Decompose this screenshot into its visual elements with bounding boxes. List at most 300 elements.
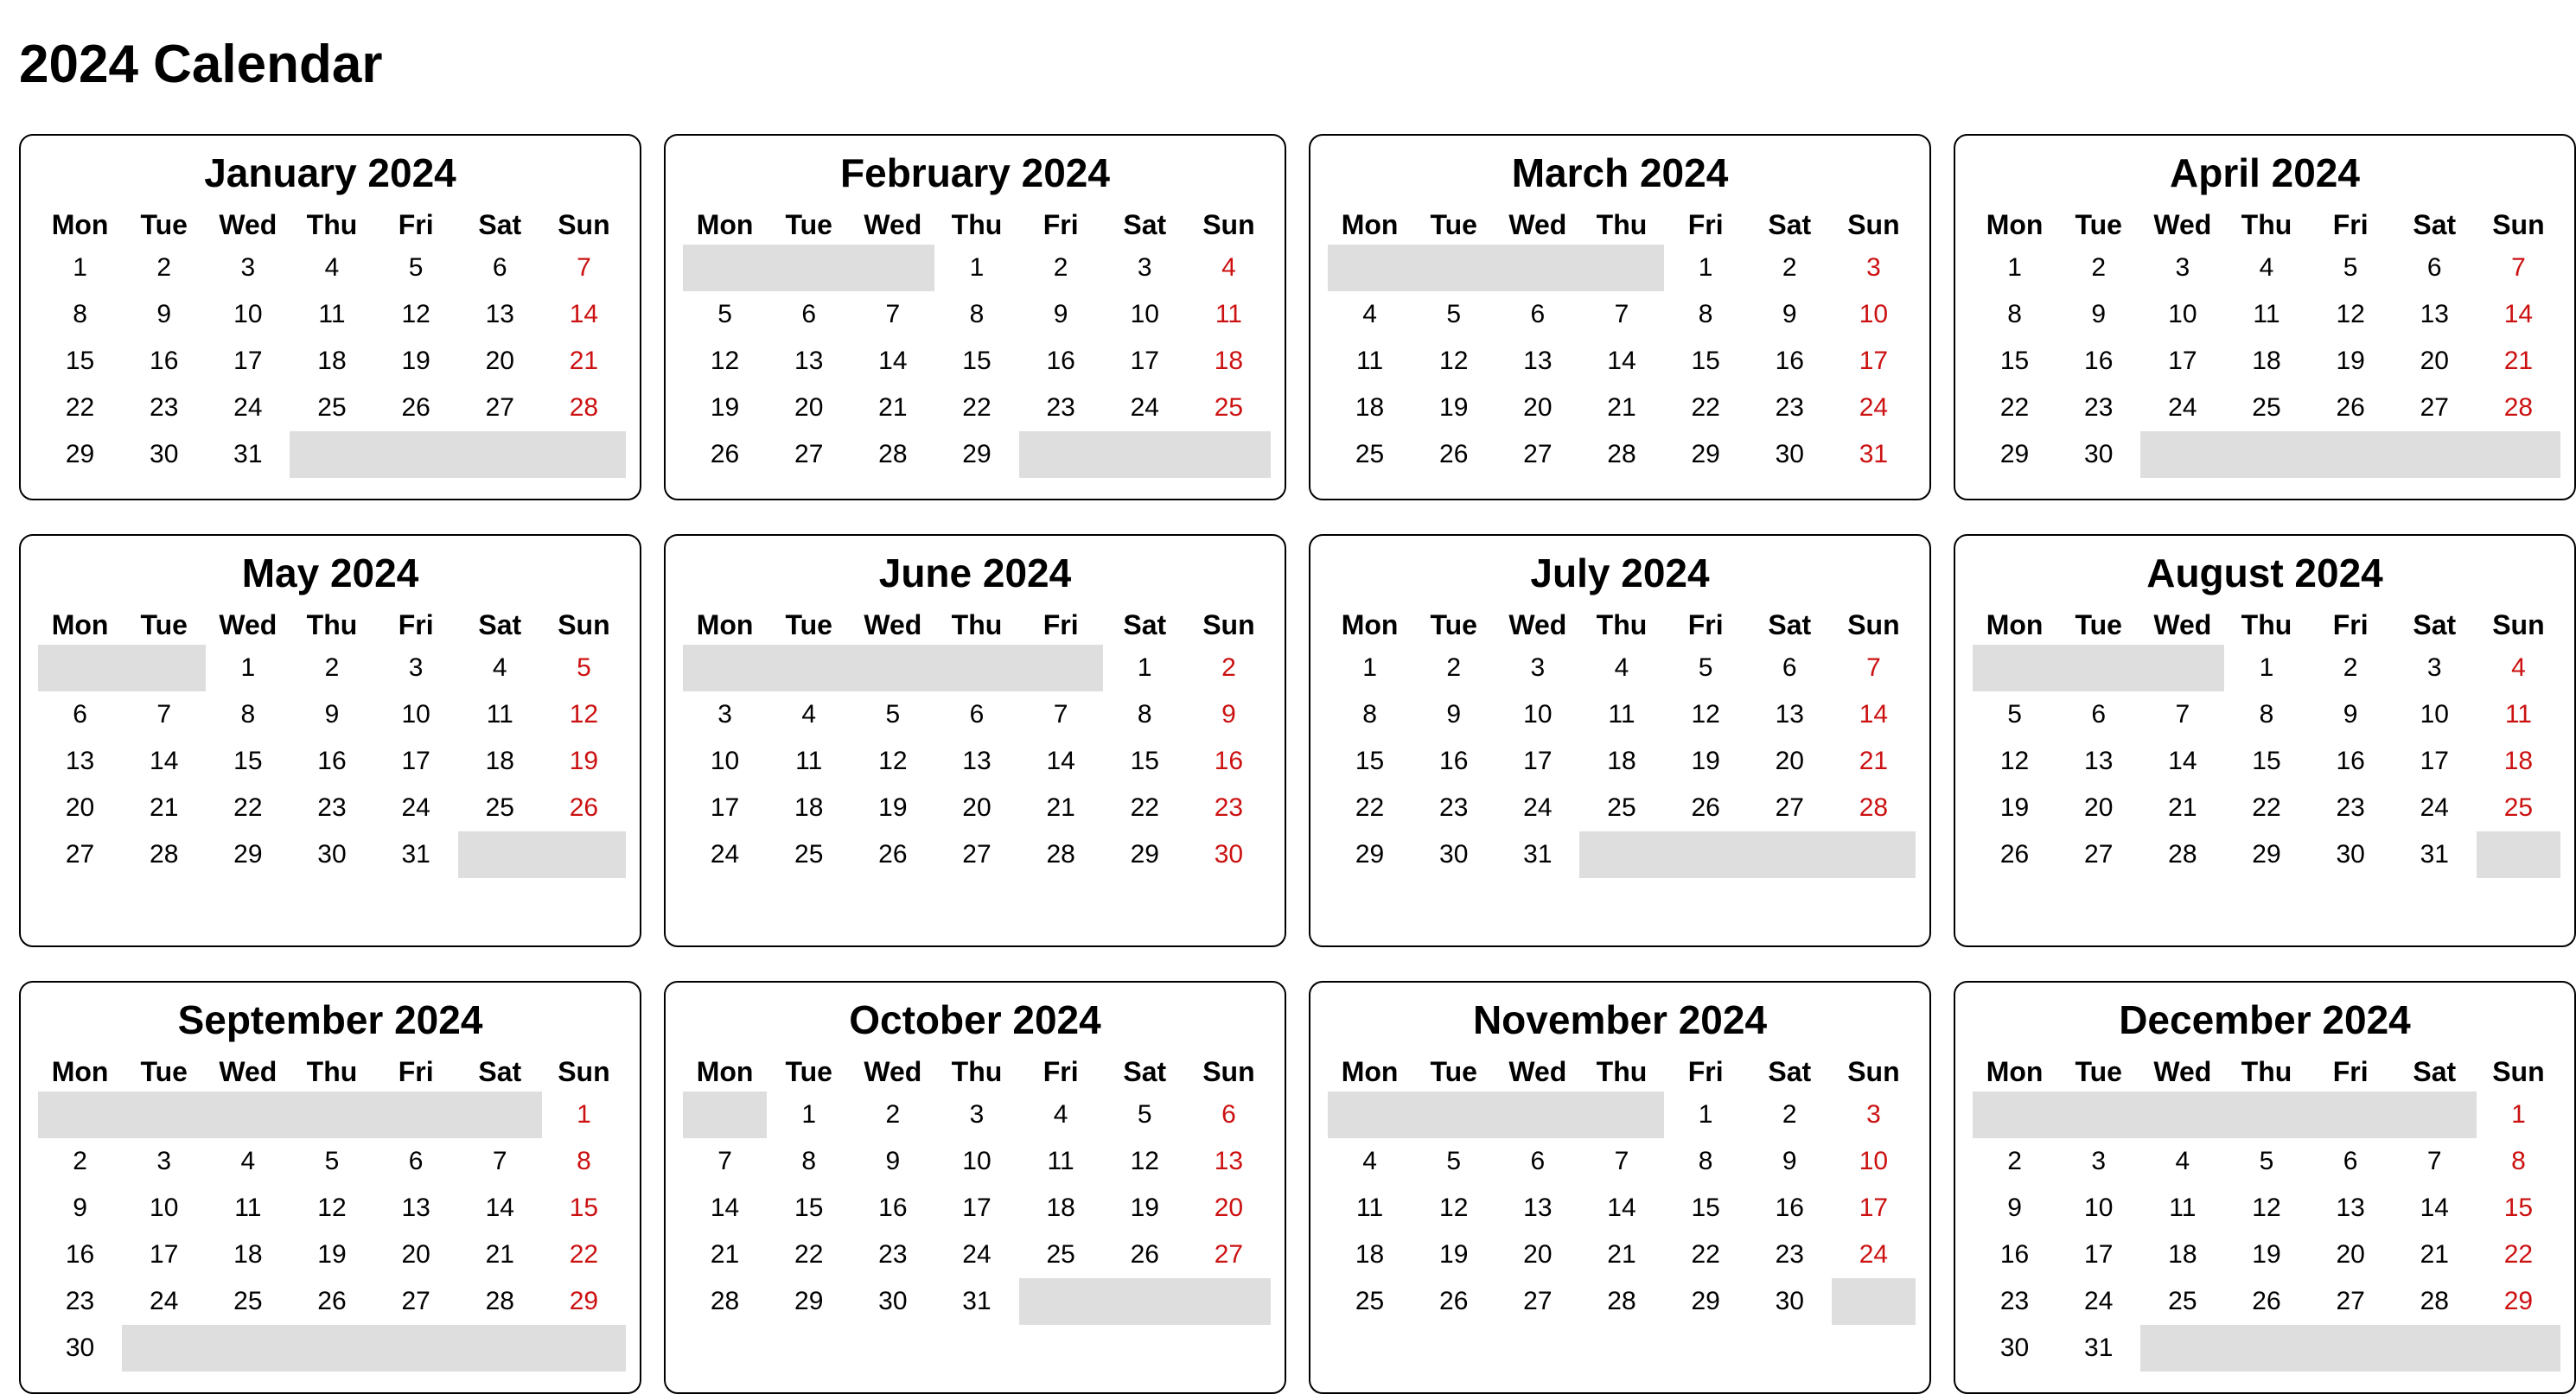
month-title: June 2024 <box>878 551 1072 595</box>
date-cell: 13 <box>1523 347 1553 375</box>
sunday-date-cell: 7 <box>577 253 591 282</box>
date-cell: 9 <box>885 1147 901 1175</box>
sunday-date-cell: 17 <box>1859 1193 1889 1222</box>
date-cell: 22 <box>65 393 95 422</box>
date-cell: 26 <box>2252 1287 2281 1315</box>
weekday-header: Wed <box>2153 208 2212 240</box>
weekday-header: Thu <box>951 208 1003 240</box>
date-cell: 1 <box>2007 253 2022 282</box>
weekday-header: Mon <box>51 1055 109 1087</box>
empty-day-cell <box>1019 1278 1271 1325</box>
date-cell: 7 <box>2426 1147 2442 1175</box>
week-row <box>1328 831 1916 878</box>
date-cell: 18 <box>1607 747 1636 775</box>
empty-day-cell <box>1973 645 2224 691</box>
weekday-header: Mon <box>51 208 109 240</box>
date-cell: 30 <box>1999 1334 2030 1362</box>
date-cell: 31 <box>233 440 263 468</box>
month-card <box>1954 534 2576 947</box>
date-cell: 18 <box>485 747 514 775</box>
month-title: September 2024 <box>177 997 483 1042</box>
week-row <box>1973 245 2560 291</box>
date-cell: 5 <box>1698 653 1713 682</box>
date-cell: 4 <box>324 253 340 282</box>
week-row <box>1328 1138 1916 1185</box>
week-row <box>683 431 1271 478</box>
date-cell: 21 <box>1607 1240 1636 1269</box>
month-title: October 2024 <box>849 997 1101 1042</box>
date-cell: 10 <box>150 1193 179 1222</box>
sunday-date-cell: 24 <box>1859 393 1889 422</box>
empty-day-cell <box>1973 1092 2477 1138</box>
date-cell: 20 <box>962 793 992 822</box>
date-cell: 10 <box>2420 700 2449 729</box>
date-cell: 2 <box>885 1100 901 1129</box>
weekday-header: Fri <box>1687 1055 1724 1087</box>
date-cell: 16 <box>1775 347 1804 375</box>
date-cell: 27 <box>401 1287 430 1315</box>
date-cell: 31 <box>2420 840 2449 869</box>
weekday-header-row <box>1973 605 2560 645</box>
date-cell: 9 <box>324 700 340 729</box>
date-cell: 17 <box>2084 1240 2114 1269</box>
date-cell: 11 <box>234 1193 262 1222</box>
date-cell: 26 <box>1999 840 2030 869</box>
date-cell: 20 <box>2084 793 2114 822</box>
date-cell: 16 <box>1439 747 1469 775</box>
date-cell: 8 <box>1137 700 1152 729</box>
date-cell: 4 <box>492 653 507 682</box>
weekday-header: Fri <box>1043 1055 1079 1087</box>
date-cell: 15 <box>1999 347 2030 375</box>
date-cell: 8 <box>73 300 87 328</box>
sunday-date-cell: 29 <box>569 1287 599 1315</box>
weekday-header-row <box>38 605 626 645</box>
date-cell: 4 <box>2259 253 2274 282</box>
month-day-grid <box>1973 205 2560 478</box>
date-cell: 12 <box>710 347 740 375</box>
date-cell: 16 <box>1775 1193 1804 1222</box>
empty-day-cell <box>1579 831 1916 878</box>
date-cell: 12 <box>1999 747 2030 775</box>
date-cell: 29 <box>1691 440 1720 468</box>
date-cell: 6 <box>1530 1147 1546 1175</box>
empty-day-cell <box>1328 1092 1664 1138</box>
date-cell: 26 <box>2336 393 2365 422</box>
date-cell: 19 <box>710 393 740 422</box>
weekday-header-row <box>683 605 1271 645</box>
sunday-date-cell: 5 <box>577 653 591 682</box>
month-day-grid <box>1328 1052 1916 1325</box>
date-cell: 25 <box>233 1287 263 1315</box>
date-cell: 28 <box>1607 1287 1636 1315</box>
date-cell: 11 <box>486 700 513 729</box>
weekday-header: Thu <box>1596 1055 1648 1087</box>
month-card <box>19 134 641 500</box>
date-cell: 25 <box>485 793 514 822</box>
date-cell: 31 <box>1523 840 1553 869</box>
date-cell: 18 <box>794 793 824 822</box>
month-card <box>664 134 1286 500</box>
sunday-date-cell: 7 <box>1866 653 1881 682</box>
date-cell: 27 <box>2084 840 2114 869</box>
week-row <box>1973 1232 2560 1278</box>
date-cell: 15 <box>1130 747 1159 775</box>
date-cell: 9 <box>1446 700 1462 729</box>
weekday-header: Tue <box>140 208 188 240</box>
week-row <box>1328 291 1916 338</box>
week-row <box>38 691 626 738</box>
date-cell: 23 <box>2084 393 2114 422</box>
date-cell: 13 <box>2420 300 2449 328</box>
weekday-header: Sat <box>2413 608 2457 640</box>
date-cell: 2 <box>1446 653 1462 682</box>
week-row <box>1328 1185 1916 1232</box>
date-cell: 14 <box>1607 347 1636 375</box>
date-cell: 6 <box>408 1147 424 1175</box>
weekday-header: Sun <box>2492 608 2545 640</box>
date-cell: 25 <box>794 840 824 869</box>
weekday-header: Fri <box>398 608 434 640</box>
date-cell: 4 <box>2175 1147 2190 1175</box>
date-cell: 19 <box>401 347 430 375</box>
weekday-header: Sat <box>1123 208 1167 240</box>
date-cell: 15 <box>65 347 95 375</box>
empty-day-cell <box>683 245 934 291</box>
month-title: May 2024 <box>241 551 419 595</box>
weekday-header: Fri <box>2332 208 2369 240</box>
date-cell: 14 <box>1046 747 1075 775</box>
weekday-header: Thu <box>2241 208 2292 240</box>
date-cell: 13 <box>65 747 95 775</box>
date-cell: 5 <box>1446 1147 1462 1175</box>
week-row <box>1973 1138 2560 1185</box>
weekday-header: Tue <box>2075 208 2122 240</box>
date-cell: 25 <box>1046 1240 1075 1269</box>
week-row <box>683 738 1271 785</box>
date-cell: 14 <box>710 1193 740 1222</box>
empty-day-cell <box>1328 245 1664 291</box>
week-row <box>38 385 626 431</box>
week-row <box>38 645 626 691</box>
date-cell: 5 <box>2007 700 2022 729</box>
date-cell: 23 <box>1775 393 1804 422</box>
date-cell: 16 <box>2084 347 2114 375</box>
sunday-date-cell: 28 <box>1859 793 1889 822</box>
weekday-header: Sat <box>2413 1055 2457 1087</box>
weekday-header: Sat <box>478 1055 522 1087</box>
date-cell: 21 <box>1046 793 1075 822</box>
date-cell: 16 <box>317 747 347 775</box>
date-cell: 23 <box>150 393 179 422</box>
month-title: December 2024 <box>2119 997 2411 1042</box>
date-cell: 31 <box>401 840 430 869</box>
month-card <box>19 981 641 1394</box>
month-title: April 2024 <box>2170 150 2360 195</box>
date-cell: 24 <box>401 793 430 822</box>
date-cell: 30 <box>150 440 179 468</box>
date-cell: 22 <box>1691 1240 1720 1269</box>
date-cell: 1 <box>801 1100 817 1129</box>
date-cell: 14 <box>485 1193 514 1222</box>
date-cell: 2 <box>1782 253 1797 282</box>
week-row <box>38 291 626 338</box>
month-day-grid <box>1973 1052 2560 1372</box>
weekday-header-row <box>38 205 626 245</box>
date-cell: 16 <box>2336 747 2365 775</box>
date-cell: 13 <box>401 1193 430 1222</box>
month-card <box>1954 981 2576 1394</box>
date-cell: 18 <box>317 347 347 375</box>
date-cell: 28 <box>710 1287 740 1315</box>
date-cell: 24 <box>2168 393 2197 422</box>
date-cell: 11 <box>795 747 823 775</box>
weekday-header: Sun <box>1202 1055 1255 1087</box>
sunday-date-cell: 22 <box>2503 1240 2534 1269</box>
weekday-header: Wed <box>864 1055 922 1087</box>
date-cell: 17 <box>1130 347 1159 375</box>
weekday-header: Tue <box>140 608 188 640</box>
weekday-header: Sat <box>1768 208 1812 240</box>
sunday-date-cell: 13 <box>1214 1147 1244 1175</box>
sunday-date-cell: 9 <box>1221 700 1236 729</box>
weekday-header: Thu <box>306 208 358 240</box>
date-cell: 7 <box>1614 1147 1629 1175</box>
date-cell: 11 <box>2169 1193 2197 1222</box>
date-cell: 19 <box>2252 1240 2281 1269</box>
date-cell: 1 <box>1137 653 1152 682</box>
date-cell: 30 <box>1775 1287 1804 1315</box>
date-cell: 19 <box>2336 347 2365 375</box>
date-cell: 18 <box>2252 347 2281 375</box>
week-row <box>1328 245 1916 291</box>
month-day-grid <box>1328 605 1916 878</box>
month-card <box>664 534 1286 947</box>
empty-day-cell <box>2140 431 2560 478</box>
date-cell: 8 <box>240 700 256 729</box>
week-row <box>683 1232 1271 1278</box>
date-cell: 4 <box>1362 300 1377 328</box>
sunday-date-cell: 25 <box>1214 393 1244 422</box>
date-cell: 19 <box>1439 393 1469 422</box>
date-cell: 29 <box>794 1287 824 1315</box>
month-title: November 2024 <box>1472 997 1768 1042</box>
week-row <box>38 245 626 291</box>
date-cell: 7 <box>1053 700 1068 729</box>
date-cell: 28 <box>2168 840 2197 869</box>
date-cell: 23 <box>1775 1240 1804 1269</box>
date-cell: 4 <box>1362 1147 1377 1175</box>
date-cell: 3 <box>156 1147 172 1175</box>
month-day-grid <box>683 205 1271 478</box>
weekday-header: Tue <box>1430 208 1477 240</box>
sunday-date-cell: 15 <box>2503 1193 2534 1222</box>
date-cell: 10 <box>1523 700 1553 729</box>
weekday-header-row <box>683 205 1271 245</box>
date-cell: 20 <box>1523 393 1553 422</box>
date-cell: 22 <box>962 393 992 422</box>
weekday-header: Sun <box>1202 608 1255 640</box>
date-cell: 11 <box>318 300 346 328</box>
date-cell: 8 <box>2259 700 2274 729</box>
date-cell: 31 <box>962 1287 992 1315</box>
date-cell: 24 <box>2084 1287 2114 1315</box>
weekday-header: Fri <box>398 208 434 240</box>
date-cell: 30 <box>878 1287 908 1315</box>
date-cell: 7 <box>2175 700 2190 729</box>
month-card <box>1309 981 1931 1394</box>
weekday-header-row <box>1973 1052 2560 1092</box>
week-row <box>1973 385 2560 431</box>
empty-day-cell <box>2140 1325 2560 1372</box>
date-cell: 10 <box>401 700 430 729</box>
date-cell: 7 <box>885 300 901 328</box>
month-day-grid <box>1973 605 2560 878</box>
date-cell: 23 <box>2336 793 2365 822</box>
sunday-date-cell: 11 <box>2504 700 2532 729</box>
week-row <box>1973 1325 2560 1372</box>
empty-day-cell <box>683 645 1103 691</box>
sunday-date-cell: 29 <box>2503 1287 2534 1315</box>
date-cell: 2 <box>2343 653 2358 682</box>
month-day-grid <box>38 1052 626 1372</box>
date-cell: 2 <box>324 653 340 682</box>
sunday-date-cell: 19 <box>569 747 599 775</box>
date-cell: 15 <box>233 747 263 775</box>
week-row <box>1973 431 2560 478</box>
weekday-header: Thu <box>306 608 358 640</box>
date-cell: 23 <box>317 793 347 822</box>
sunday-date-cell: 12 <box>569 700 599 729</box>
weekday-header: Fri <box>1043 208 1079 240</box>
date-cell: 17 <box>2168 347 2197 375</box>
weekday-header: Thu <box>1596 208 1648 240</box>
date-cell: 30 <box>1775 440 1804 468</box>
week-row <box>38 831 626 878</box>
weekday-header: Wed <box>1508 1055 1567 1087</box>
date-cell: 2 <box>2007 1147 2022 1175</box>
date-cell: 1 <box>969 253 985 282</box>
date-cell: 9 <box>2091 300 2107 328</box>
date-cell: 15 <box>2252 747 2281 775</box>
sunday-date-cell: 28 <box>569 393 599 422</box>
weekday-header: Tue <box>2075 1055 2122 1087</box>
date-cell: 26 <box>401 393 430 422</box>
date-cell: 16 <box>1046 347 1075 375</box>
date-cell: 29 <box>65 440 95 468</box>
week-row <box>1328 1092 1916 1138</box>
date-cell: 23 <box>878 1240 908 1269</box>
date-cell: 26 <box>1691 793 1720 822</box>
sunday-date-cell: 4 <box>1221 253 1236 282</box>
date-cell: 6 <box>2426 253 2442 282</box>
date-cell: 27 <box>2336 1287 2365 1315</box>
week-row <box>1973 645 2560 691</box>
date-cell: 15 <box>1691 347 1720 375</box>
week-row <box>1328 385 1916 431</box>
sunday-date-cell: 28 <box>2503 393 2534 422</box>
week-row <box>1328 738 1916 785</box>
weekday-header: Tue <box>140 1055 188 1087</box>
sunday-date-cell: 21 <box>1859 747 1889 775</box>
weekday-header-row <box>1328 1052 1916 1092</box>
empty-day-cell <box>2477 831 2560 878</box>
date-cell: 3 <box>240 253 256 282</box>
date-cell: 15 <box>1691 1193 1720 1222</box>
weekday-header: Wed <box>864 608 922 640</box>
week-row <box>38 1278 626 1325</box>
date-cell: 17 <box>233 347 263 375</box>
week-row <box>1973 691 2560 738</box>
date-cell: 11 <box>1608 700 1636 729</box>
sunday-date-cell: 3 <box>1866 1100 1881 1129</box>
weekday-header: Mon <box>1986 1055 2044 1087</box>
sunday-date-cell: 6 <box>1221 1100 1236 1129</box>
sunday-date-cell: 21 <box>2503 347 2534 375</box>
date-cell: 21 <box>878 393 908 422</box>
weekday-header: Thu <box>2241 608 2292 640</box>
date-cell: 25 <box>2252 393 2281 422</box>
date-cell: 14 <box>2420 1193 2449 1222</box>
date-cell: 10 <box>233 300 263 328</box>
sunday-date-cell: 1 <box>2511 1100 2526 1129</box>
date-cell: 24 <box>1523 793 1553 822</box>
week-row <box>683 691 1271 738</box>
date-cell: 10 <box>710 747 740 775</box>
weekday-header: Wed <box>219 608 277 640</box>
date-cell: 24 <box>233 393 263 422</box>
week-row <box>38 1092 626 1138</box>
weekday-header-row <box>1328 205 1916 245</box>
date-cell: 18 <box>2168 1240 2197 1269</box>
date-cell: 16 <box>150 347 179 375</box>
month-card <box>664 981 1286 1394</box>
weekday-header: Fri <box>1687 208 1724 240</box>
date-cell: 2 <box>1053 253 1068 282</box>
weekday-header: Mon <box>696 208 754 240</box>
weekday-header: Wed <box>219 1055 277 1087</box>
month-title: August 2024 <box>2146 551 2383 595</box>
date-cell: 2 <box>1782 1100 1797 1129</box>
weekday-header: Mon <box>51 608 109 640</box>
weekday-header: Wed <box>1508 608 1567 640</box>
date-cell: 27 <box>1775 793 1804 822</box>
weekday-header: Mon <box>696 1055 754 1087</box>
date-cell: 19 <box>1691 747 1720 775</box>
date-cell: 10 <box>962 1147 992 1175</box>
weekday-header: Tue <box>785 1055 832 1087</box>
weekday-header: Mon <box>1986 608 2044 640</box>
weekday-header: Tue <box>1430 608 1477 640</box>
weekday-header: Sat <box>478 608 522 640</box>
sunday-date-cell: 8 <box>2511 1147 2526 1175</box>
date-cell: 25 <box>1355 440 1385 468</box>
month-title: March 2024 <box>1511 150 1729 195</box>
date-cell: 19 <box>878 793 908 822</box>
date-cell: 24 <box>962 1240 992 1269</box>
sunday-date-cell: 3 <box>1866 253 1881 282</box>
date-cell: 27 <box>485 393 514 422</box>
week-row <box>683 785 1271 831</box>
week-row <box>683 645 1271 691</box>
date-cell: 17 <box>2420 747 2449 775</box>
sunday-date-cell: 23 <box>1214 793 1244 822</box>
month-day-grid <box>1328 205 1916 478</box>
date-cell: 26 <box>1439 440 1469 468</box>
date-cell: 6 <box>73 700 87 729</box>
date-cell: 22 <box>1999 393 2030 422</box>
date-cell: 17 <box>401 747 430 775</box>
